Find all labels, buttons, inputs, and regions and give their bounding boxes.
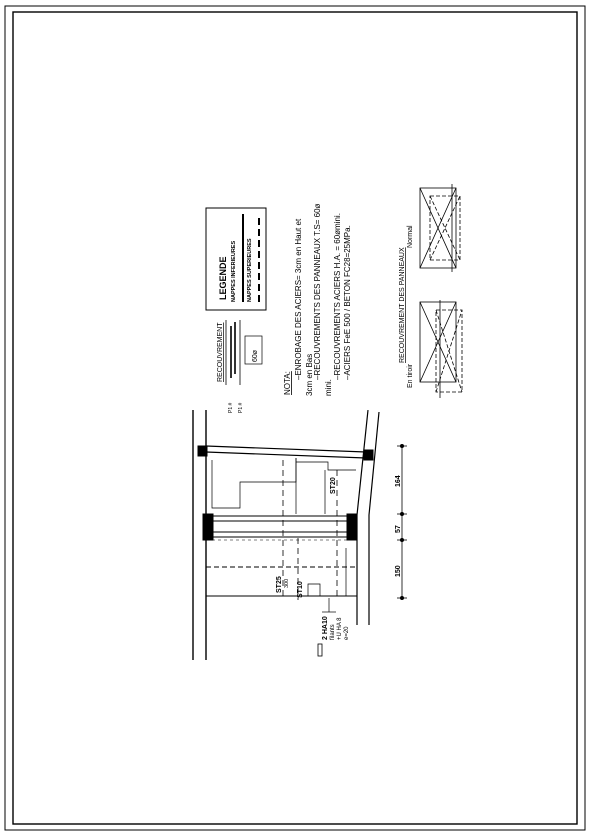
- legend-lower-label: NAPPES INFERIEURES: [231, 240, 237, 302]
- recouvrement-detail: [217, 320, 262, 413]
- panel-overlap-title: RECOUVREMENT DES PANNEAUX: [399, 247, 406, 363]
- nota-line-4: mini.: [324, 379, 333, 396]
- panel-normal-sketch: [420, 184, 460, 272]
- rebar-line-3: +U HA 8: [337, 617, 343, 640]
- p1-mark-1: P1 #: [228, 402, 234, 413]
- rebar-callout: [318, 598, 350, 656]
- rebar-u-symbol: [318, 644, 322, 656]
- label-st25: ST25: [276, 576, 283, 593]
- dim-164: 164: [395, 475, 402, 487]
- nota-line-6: –ACIERS FeE 500 / BETON FC28=25MPa.: [343, 225, 352, 380]
- panel-overlap-detail: [399, 184, 462, 398]
- legend-box: [206, 208, 266, 310]
- recouvrement-title: RECOUVREMENT: [217, 322, 224, 382]
- nota-line-2: 3cm en Bas: [305, 353, 314, 396]
- rebar-line-2: filants: [330, 624, 336, 640]
- recouvrement-dim: 60ø: [252, 349, 259, 362]
- nota-line-5: –RECOUVREMENTS ACIERS H.A. = 60ømini.: [333, 213, 342, 380]
- legend-title: LEGENDE: [218, 256, 228, 300]
- nota-line-1: –ENROBAGE DES ACIERS= 3cm en Haut et: [294, 218, 303, 380]
- label-st10: ST10: [297, 581, 304, 598]
- panel-tiroir-label: En tiroir: [407, 363, 414, 388]
- rebar-line-4: e=20: [344, 626, 350, 640]
- dim-57: 57: [395, 525, 402, 533]
- dim-150: 150: [395, 565, 402, 577]
- nota-block: [283, 203, 352, 396]
- panel-normal-label: Normal: [407, 225, 414, 248]
- outer-border: [5, 6, 585, 830]
- p1-mark-2: P1 #: [238, 402, 244, 413]
- rebar-line-1: 2 HA10: [322, 616, 329, 640]
- label-st20: ST20: [330, 477, 337, 494]
- legend-upper-label: NAPPES SUPERIEURES: [247, 238, 253, 302]
- nota-title: NOTA:: [283, 371, 292, 395]
- plan-view: [193, 410, 379, 660]
- nota-line-3: –RECOUVREMENTS DES PANNEAUX T.S= 60ø: [313, 203, 322, 380]
- label-st25-sub: 300: [284, 578, 290, 588]
- inner-border: [13, 12, 577, 824]
- panel-tiroir-sketch: [420, 300, 462, 398]
